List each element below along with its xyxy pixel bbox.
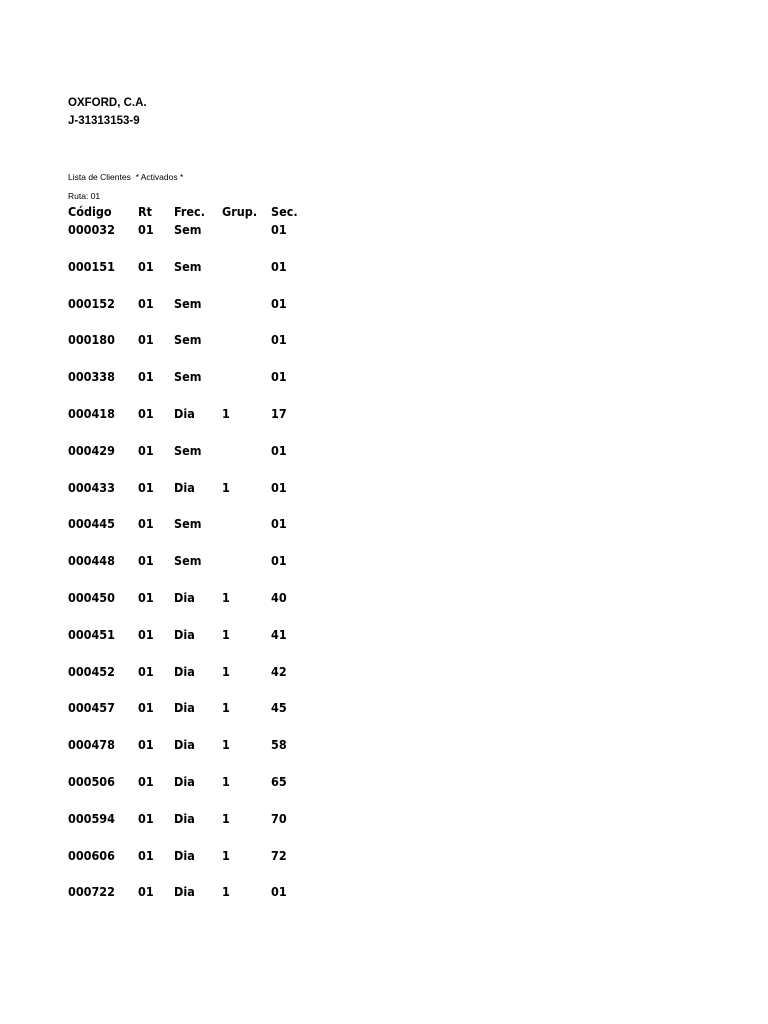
cell-sec: 01 xyxy=(271,516,287,531)
header-sec: Sec. xyxy=(271,204,298,219)
cell-rt: 01 xyxy=(138,664,154,679)
cell-code: 000451 xyxy=(68,627,115,642)
cell-freq: Sem xyxy=(174,443,202,458)
cell-group: 1 xyxy=(222,627,230,642)
cell-sec: 65 xyxy=(271,774,287,789)
cell-group: 1 xyxy=(222,590,230,605)
cell-rt: 01 xyxy=(138,774,154,789)
cell-rt: 01 xyxy=(138,811,154,826)
cell-freq: Dia xyxy=(174,848,195,863)
cell-code: 000506 xyxy=(68,774,115,789)
cell-rt: 01 xyxy=(138,590,154,605)
cell-rt: 01 xyxy=(138,737,154,752)
header-group: Grup. xyxy=(222,204,258,219)
cell-sec: 01 xyxy=(271,553,287,568)
cell-rt: 01 xyxy=(138,848,154,863)
cell-sec: 01 xyxy=(271,332,287,347)
cell-rt: 01 xyxy=(138,406,154,421)
cell-freq: Sem xyxy=(174,369,202,384)
cell-rt: 01 xyxy=(138,259,154,274)
cell-group: 1 xyxy=(222,811,230,826)
cell-code: 000450 xyxy=(68,590,115,605)
cell-freq: Sem xyxy=(174,222,202,237)
company-name: OXFORD, C.A. xyxy=(68,97,147,109)
report-title: Lista de Clientes * Activados * xyxy=(68,172,184,182)
cell-rt: 01 xyxy=(138,296,154,311)
cell-freq: Dia xyxy=(174,774,195,789)
cell-sec: 01 xyxy=(271,259,287,274)
cell-sec: 01 xyxy=(271,296,287,311)
cell-rt: 01 xyxy=(138,480,154,495)
cell-freq: Sem xyxy=(174,296,202,311)
cell-code: 000478 xyxy=(68,737,115,752)
cell-rt: 01 xyxy=(138,884,154,899)
cell-sec: 01 xyxy=(271,884,287,899)
cell-rt: 01 xyxy=(138,332,154,347)
cell-rt: 01 xyxy=(138,516,154,531)
cell-code: 000429 xyxy=(68,443,115,458)
cell-rt: 01 xyxy=(138,553,154,568)
cell-freq: Dia xyxy=(174,737,195,752)
cell-code: 000722 xyxy=(68,884,115,899)
cell-sec: 70 xyxy=(271,811,287,826)
cell-group: 1 xyxy=(222,700,230,715)
cell-code: 000152 xyxy=(68,296,115,311)
cell-rt: 01 xyxy=(138,627,154,642)
cell-rt: 01 xyxy=(138,222,154,237)
header-code: Código xyxy=(68,204,112,219)
cell-sec: 58 xyxy=(271,737,287,752)
cell-sec: 72 xyxy=(271,848,287,863)
cell-code: 000594 xyxy=(68,811,115,826)
cell-sec: 01 xyxy=(271,222,287,237)
cell-sec: 01 xyxy=(271,369,287,384)
cell-freq: Dia xyxy=(174,884,195,899)
cell-freq: Dia xyxy=(174,664,195,679)
cell-sec: 40 xyxy=(271,590,287,605)
cell-freq: Sem xyxy=(174,516,202,531)
cell-group: 1 xyxy=(222,480,230,495)
cell-group: 1 xyxy=(222,774,230,789)
cell-code: 000448 xyxy=(68,553,115,568)
cell-code: 000452 xyxy=(68,664,115,679)
cell-freq: Dia xyxy=(174,627,195,642)
cell-freq: Dia xyxy=(174,406,195,421)
cell-code: 000338 xyxy=(68,369,115,384)
cell-group: 1 xyxy=(222,664,230,679)
route-label: Ruta: 01 xyxy=(68,191,101,201)
cell-rt: 01 xyxy=(138,700,154,715)
cell-code: 000445 xyxy=(68,516,115,531)
cell-code: 000418 xyxy=(68,406,115,421)
cell-sec: 01 xyxy=(271,480,287,495)
cell-code: 000606 xyxy=(68,848,115,863)
cell-code: 000151 xyxy=(68,259,115,274)
cell-sec: 45 xyxy=(271,700,287,715)
cell-group: 1 xyxy=(222,406,230,421)
cell-freq: Sem xyxy=(174,553,202,568)
header-freq: Frec. xyxy=(174,204,205,219)
cell-group: 1 xyxy=(222,737,230,752)
cell-sec: 17 xyxy=(271,406,287,421)
cell-freq: Dia xyxy=(174,480,195,495)
cell-code: 000433 xyxy=(68,480,115,495)
cell-freq: Dia xyxy=(174,700,195,715)
cell-code: 000032 xyxy=(68,222,115,237)
cell-group: 1 xyxy=(222,848,230,863)
cell-freq: Dia xyxy=(174,590,195,605)
cell-rt: 01 xyxy=(138,443,154,458)
cell-freq: Sem xyxy=(174,332,202,347)
cell-group: 1 xyxy=(222,884,230,899)
company-rif: J-31313153-9 xyxy=(68,115,140,127)
header-rt: Rt xyxy=(138,204,153,219)
cell-sec: 42 xyxy=(271,664,287,679)
cell-code: 000180 xyxy=(68,332,115,347)
cell-rt: 01 xyxy=(138,369,154,384)
cell-code: 000457 xyxy=(68,700,115,715)
cell-freq: Dia xyxy=(174,811,195,826)
cell-sec: 41 xyxy=(271,627,287,642)
cell-freq: Sem xyxy=(174,259,202,274)
cell-sec: 01 xyxy=(271,443,287,458)
